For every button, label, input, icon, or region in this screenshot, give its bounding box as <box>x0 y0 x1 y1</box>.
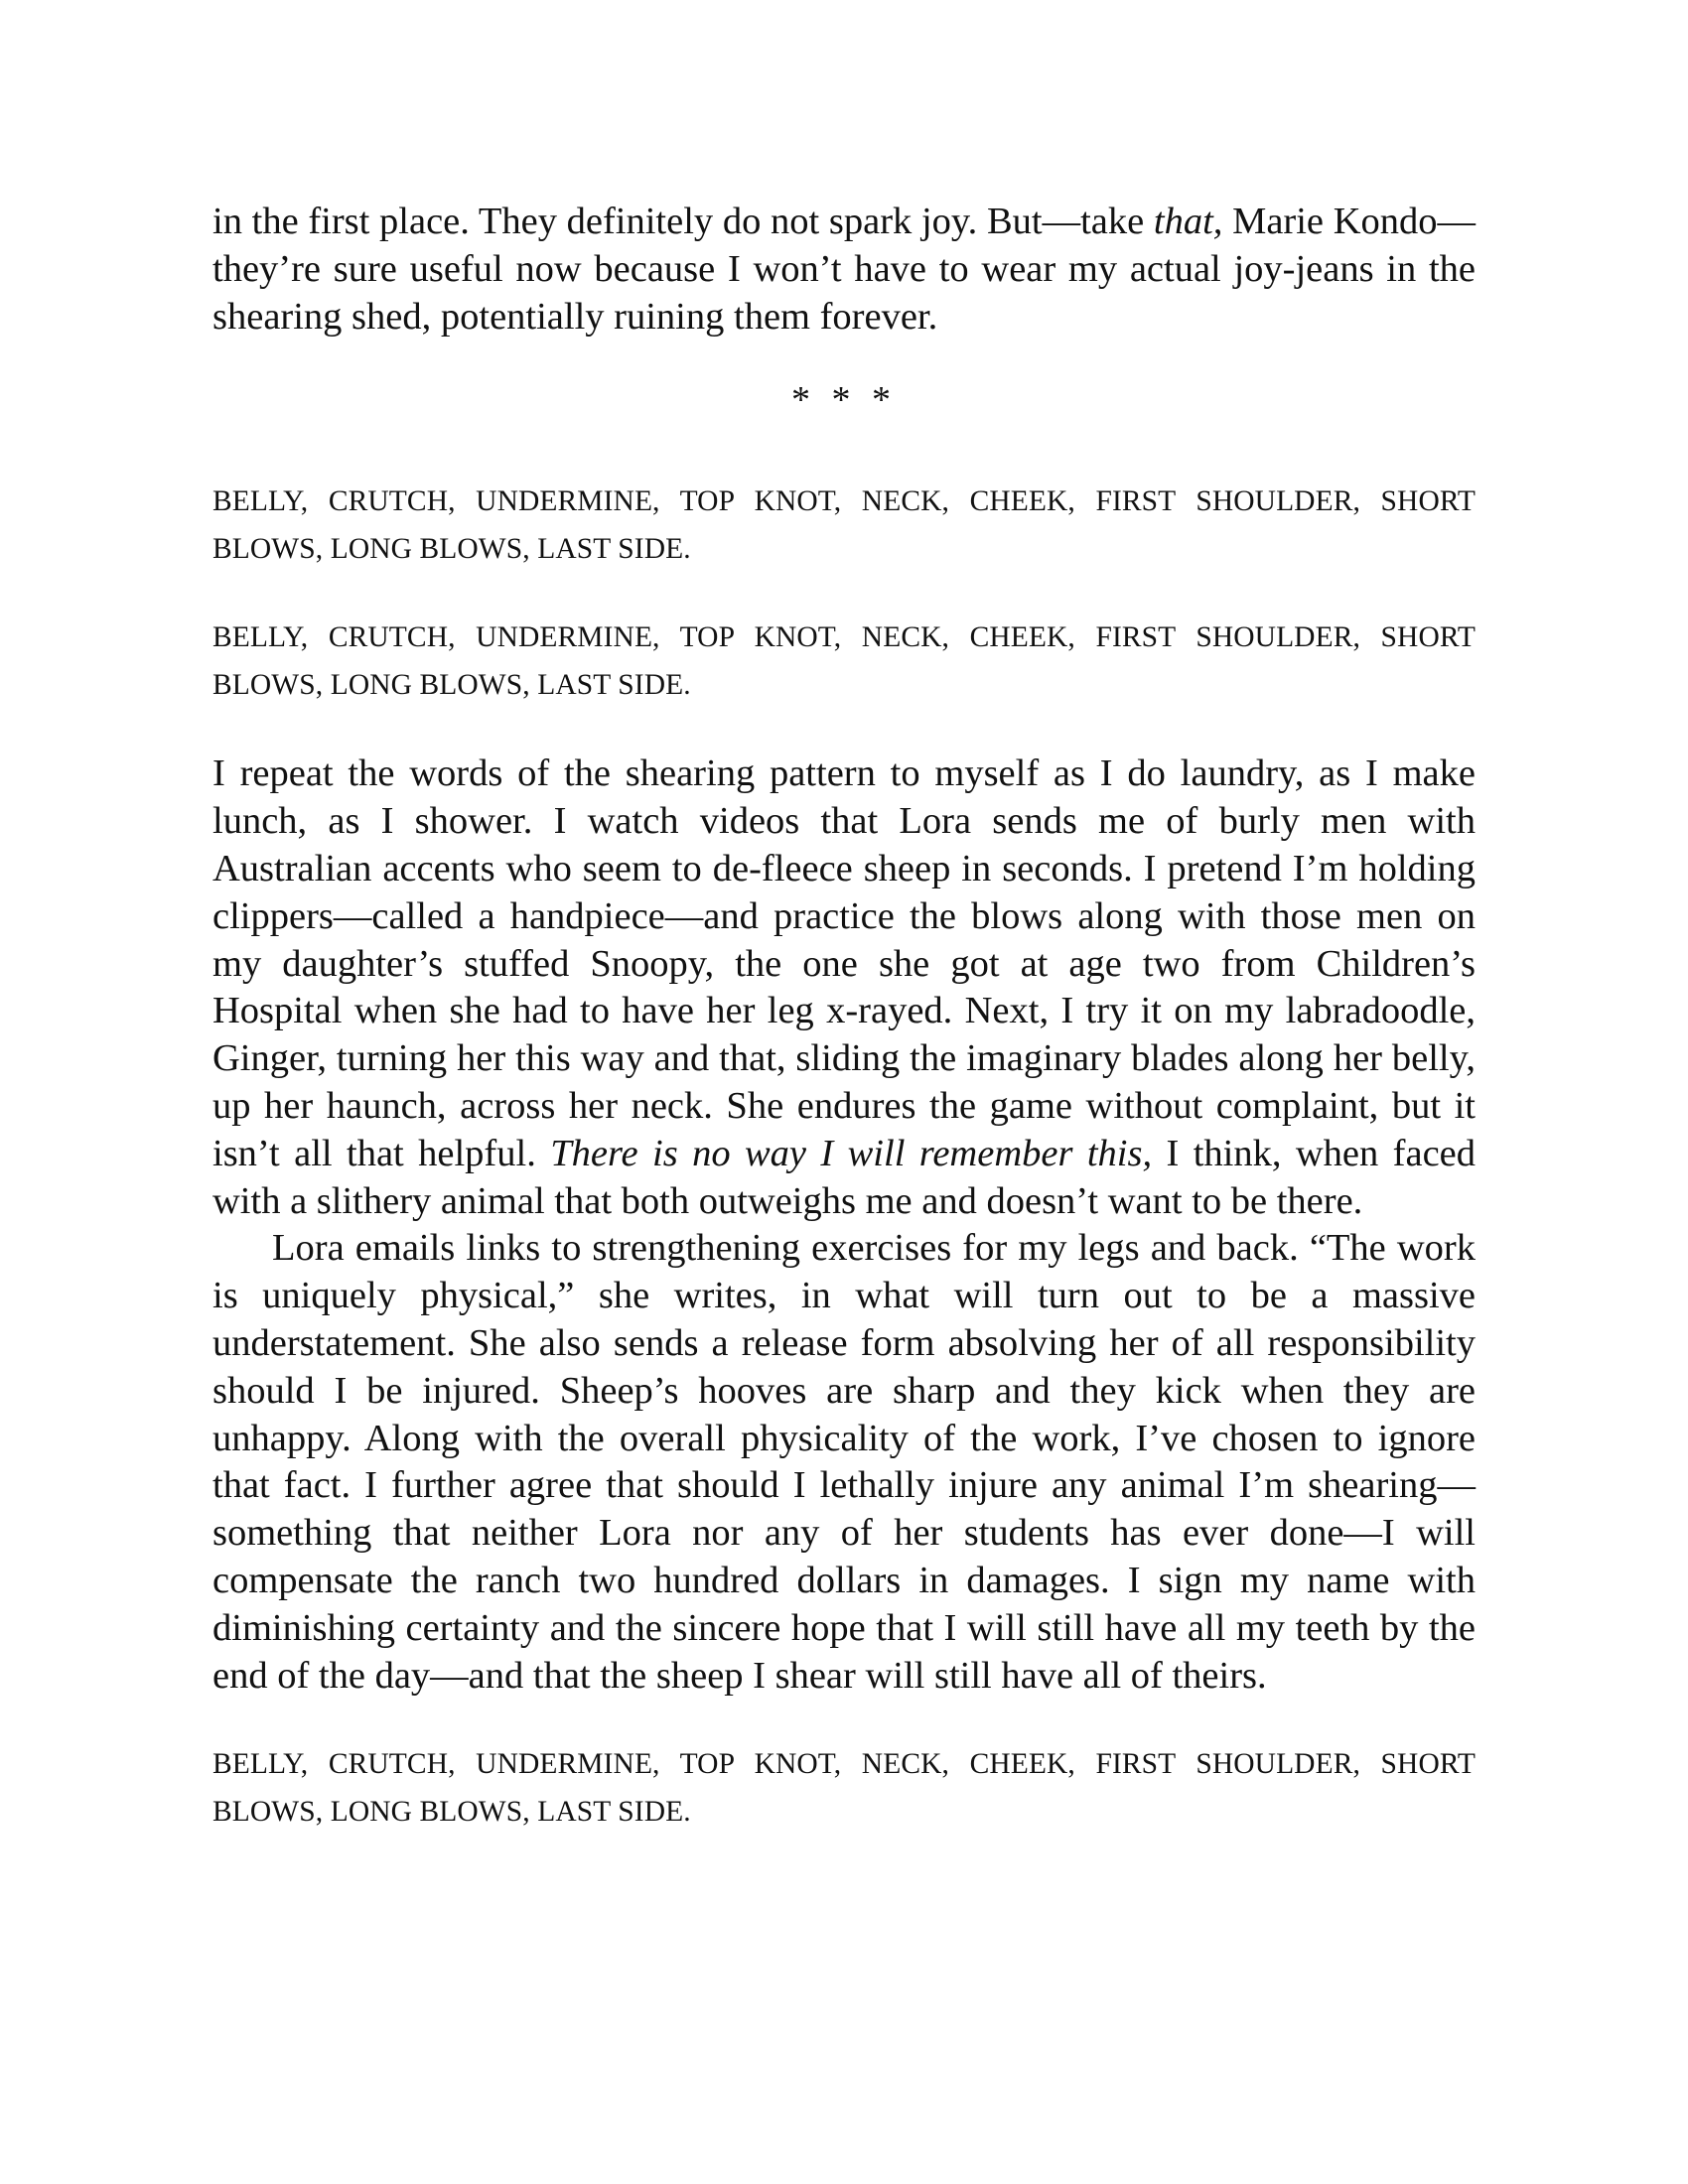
practice-emphasis: There is no way I will remember this, <box>550 1132 1153 1174</box>
opening-paragraph <box>212 199 1476 341</box>
opening-text-part1: in the first place. They definitely do not spark joy. But—take <box>212 201 1154 242</box>
practice-paragraph <box>212 751 1476 1225</box>
practice-text-part2: I think, when faced with a slithery animal that both outweighs me and doesn’t want to be there. <box>212 1132 1476 1222</box>
practice-text-part1: I repeat the words of the shearing pattern to myself as I do laundry, as I make lunch, as I shower. I watch videos that Lora sends me of burly men with Australian accents who seem to de-fleece sheep in seconds. I pretend I’m holding clippers—called a handpiece—and practice the blows along with those men on my daughter’s stuffed Snoopy, the one she got at age two from Children’s Hospital when she had to have her leg x-rayed. Next, I try it on my labradoodle, Ginger, turning her this way and that, sliding the imaginary blades along her belly, up her haunch, across her neck. She endures the game without complaint, but it isn’t all that helpful. <box>212 752 1476 1174</box>
shearing-pattern-second: BELLY, CRUTCH, UNDERMINE, TOP KNOT, NECK, CHEEK, FIRST SHOULDER, SHORT BLOWS, LONG BLOWS, LAST SIDE. <box>212 621 1476 702</box>
shearing-pattern-first: BELLY, CRUTCH, UNDERMINE, TOP KNOT, NECK, CHEEK, FIRST SHOULDER, SHORT BLOWS, LONG BLOWS, LAST SIDE. <box>212 485 1476 566</box>
release-paragraph: Lora emails links to strengthening exercises for my legs and back. “The work is uniquely physical,” she writes, in what will turn out to be a massive understatement. She also sends a release form absolving her of all responsibility should I be injured. Sheep’s hooves are sharp and they kick when they are unhappy. Along with the overall physicality of the work, I’ve chosen to ignore that fact. I further agree that should I lethally injure any animal I’m shearing—something that neither Lora nor any of her students has ever done—I will compensate the ranch two hundred dollars in damages. I sign my name with diminishing certainty and the sincere hope that I will still have all my teeth by the end of the day—and that the sheep I shear will still have all of theirs. <box>212 1227 1476 1697</box>
section-break: * * * <box>791 379 897 422</box>
opening-emphasis: that, <box>1153 201 1223 242</box>
document-page <box>212 199 1476 1836</box>
shearing-pattern-third: BELLY, CRUTCH, UNDERMINE, TOP KNOT, NECK, CHEEK, FIRST SHOULDER, SHORT BLOWS, LONG BLOWS, LAST SIDE. <box>212 1748 1476 1829</box>
opening-text-part2: Marie Kondo—they’re sure useful now because I won’t have to wear my actual joy-jeans in the shearing shed, potentially ruining them forever. <box>212 201 1477 338</box>
